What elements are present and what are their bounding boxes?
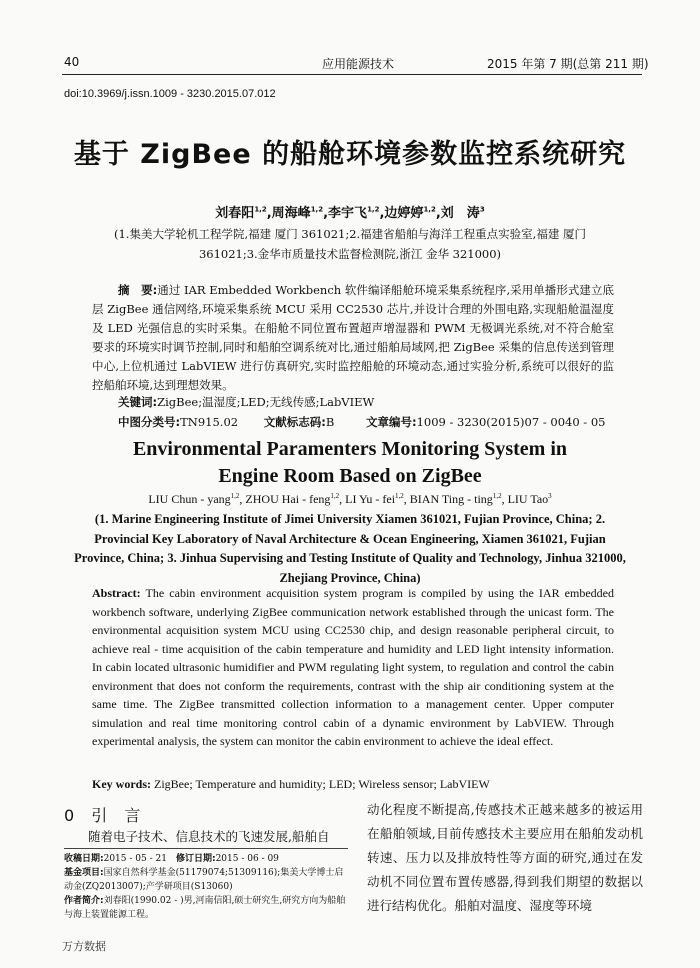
intro-text-left: 随着电子技术、信息技术的飞速发展,船舶自 bbox=[88, 829, 330, 844]
watermark: 万方数据 bbox=[62, 940, 106, 953]
page-number: 40 bbox=[64, 55, 80, 69]
issue-info: 2015 年第 7 期(总第 211 期) bbox=[487, 57, 649, 71]
keywords-cn: 关键词:ZigBee;温湿度;LED;无线传感;LabVIEW bbox=[118, 395, 375, 409]
affiliations-en: (1. Marine Engineering Institute of Jimei University Xiamen 361021, Fujian Province, China; 2. Provincial Key Laboratory of Naval Architecture & Ocean Engineering, Xiamen 361021, Fujian Province, China; 3. Jinhua Supervising and Testing Institute of Quality and Technology, Jinhua 321000, Zhejiang Province, China) bbox=[74, 512, 626, 585]
author-cn: 边婷婷 bbox=[384, 206, 424, 221]
journal-name: 应用能源技术 bbox=[322, 57, 395, 71]
abstract-cn-text: 通过 IAR Embedded Workbench 软件编译船舱环境采集系统程序,采用单播形式建立底层 ZigBee 通信网络,环境采集系统 MCU 采用 CC2530 芯片,并设计合理的外围电路,实现船舱温湿度及 LED 光强信息的实时采集。在船舱不同位置布置超声增湿器和 PWM 无极调光系统,对不符合舱室要求的环境实时调节控制,同时和船舶空调系统对比,通过船舶局域网,把 ZigBee 采集的信息传送到管理中心,上位机通过 LabVIEW 进行仿真研究,实时监控船舱的环境动态,通过实验分析,系统可以很好的监控船舶环境,达到理想效果。 bbox=[92, 283, 614, 392]
intro-text-right: 动化程度不断提高,传感技术正越来越多的被运用在船舶领域,目前传感技术主要应用在船舶发动机转速、压力以及排放特性等方面的研究,通过在发动机不同位置布置传感器,得到我们期望的数据以进行结构优化。船舶对温度、湿度等环境 bbox=[367, 802, 643, 913]
author-cn: 刘春阳 bbox=[215, 206, 255, 221]
author-cn: 李宇飞 bbox=[328, 206, 368, 221]
title-en: Environmental Paramenters Monitoring System in Engine Room Based on ZigBee bbox=[132, 438, 568, 487]
header-rule bbox=[62, 74, 642, 75]
doi[interactable]: doi:10.3969/j.issn.1009 - 3230.2015.07.012 bbox=[64, 88, 276, 100]
section-heading-intro: 0 引 言 bbox=[64, 806, 147, 825]
abstract-cn bbox=[92, 281, 614, 395]
classification: 中图分类号:TN915.02 文献标志码:B 文章编号:1009 - 3230(2015)07 - 0040 - 05 bbox=[118, 415, 606, 429]
authors-en: LIU Chun - yang$^{1,2}$, ZHOU Hai - feng$^{1,2}$, LI Yu - fei$^{1,2}$, BIAN Ting - ting$^{1,2}$, LIU Tao$^3$ bbox=[148, 492, 552, 506]
authors-cn: 刘春阳$^{1,2}$,周海峰$^{1,2}$,李宇飞$^{1,2}$,边婷婷$^{1,2}$,刘 涛$^3$ bbox=[215, 205, 485, 221]
author-cn: 刘 涛 bbox=[440, 206, 480, 221]
footnotes: 收稿日期:2015 - 05 - 21 修订日期:2015 - 06 - 09 基金项目:国家自然科学基金(51179074;51309116);集美大学博士启动金(ZQ2013007);产学研项目(S13060) 作者简介:刘春阳(1990.02 - )男,河南信阳,硕士研究生,研究方向为船舶与海上装置能源工程。 bbox=[64, 854, 346, 920]
author-cn: 周海峰 bbox=[271, 206, 311, 221]
affiliations-cn: (1.集美大学轮机工程学院,福建 厦门 361021;2.福建省船舶与海洋工程重点实验室,福建 厦门 361021;3.金华市质量技术监督检测院,浙江 金华 321000) bbox=[114, 227, 586, 261]
abstract-cn-label: 摘 要: bbox=[118, 283, 158, 297]
keywords-en: Key words: ZigBee; Temperature and humidity; LED; Wireless sensor; LabVIEW bbox=[92, 777, 490, 791]
footnote-rule bbox=[64, 848, 348, 849]
title-cn: 基于 ZigBee 的船舱环境参数监控系统研究 bbox=[73, 139, 627, 170]
abstract-en: Abstract: The cabin environment acquisition system program is compiled by using the IAR embedded workbench software, underlying ZigBee communication network established through the unicast form. The environmental acquisition system MCU using CC2530 chip, and design reasonable peripheral circuit, to achieve real - time acquisition of the cabin temperature and humidity and LED light intensity information. In cabin located ultrasonic humidifier and PWM regulating light system, to regulation and control the cabin environment that does not conform the requirements, contrast with the ship air conditioning system at the same time. The ZigBee transmitted collection information to a management center. Upper computer simulation and real time monitoring control cabin of a dynamic environment by LabVIEW. Through experimental analysis, the system can monitor the cabin environment to achieve the ideal effect. bbox=[92, 586, 614, 748]
